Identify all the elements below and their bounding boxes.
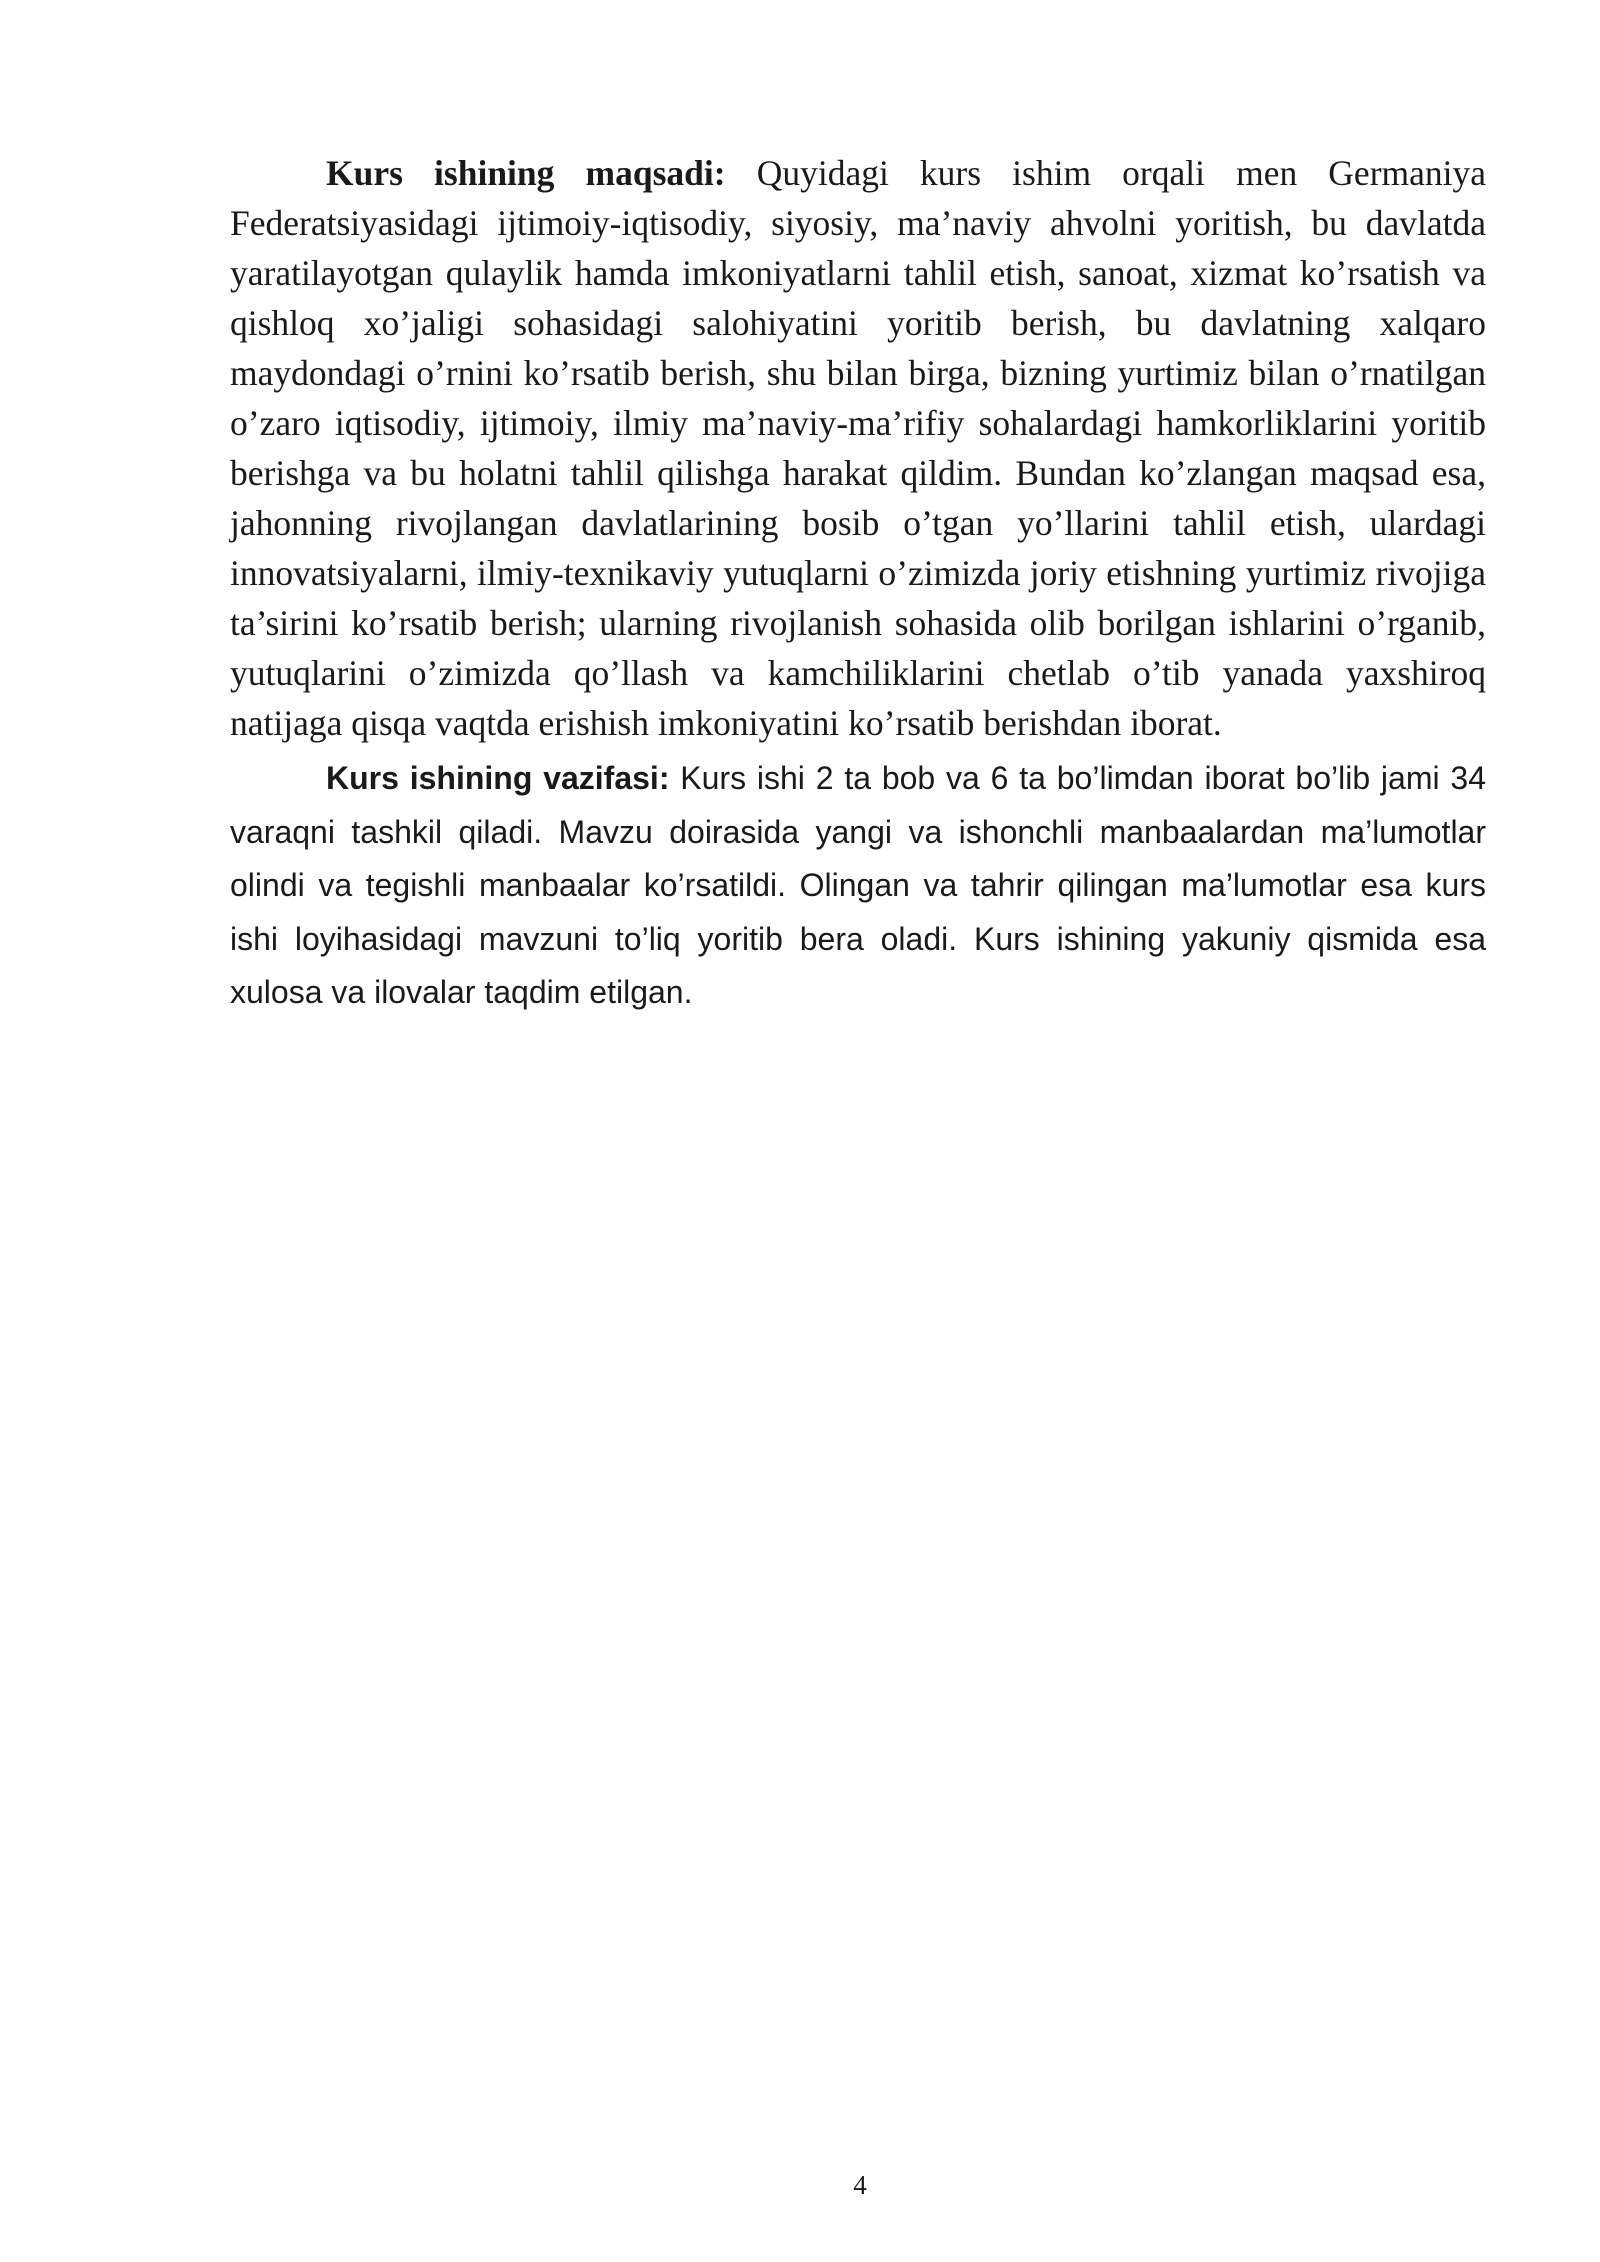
page-body [230, 148, 1486, 1020]
paragraph-lead-goal: Kurs ishining maqsadi: [326, 153, 726, 193]
paragraph-course-goal [230, 148, 1486, 748]
page-number: 4 [853, 2170, 867, 2200]
paragraph-course-task [230, 748, 1486, 1020]
paragraph-lead-task: Kurs ishining vazifasi: [326, 760, 670, 796]
paragraph-text-task: Kurs ishi 2 ta bob va 6 ta bo’limdan iborat bo’lib jami 34 varaqni tashkil qiladi. Mavzu doirasida yangi va ishonchli manbaalardan ma’lumotlar olindi va tegishli manbaalar ko’rsatildi. Olingan va tahrir qilingan ma’lumotlar esa kurs ishi loyihasidagi mavzuni to’liq yoritib bera oladi. Kurs ishining yakuniy qismida esa xulosa va ilovalar taqdim etilgan. [230, 760, 1486, 1010]
paragraph-text-goal: Quyidagi kurs ishim orqali men Germaniya Federatsiyasidagi ijtimoiy-iqtisodiy, siyosiy, ma’naviy ahvolni yoritish, bu davlatda yaratilayotgan qulaylik hamda imkoniyatlarni tahlil etish, sanoat, xizmat ko’rsatish va qishloq xo’jaligi sohasidagi salohiyatini yoritib berish, bu davlatning xalqaro maydondagi o’rnini ko’rsatib berish, shu bilan birga, bizning yurtimiz bilan o’rnatilgan o’zaro iqtisodiy, ijtimoiy, ilmiy ma’naviy-ma’rifiy sohalardagi hamkorliklarini yoritib berishga va bu holatni tahlil qilishga harakat qildim. Bundan ko’zlangan maqsad esa, jahonning rivojlangan davlatlarining bosib o’tgan yo’llarini tahlil etish, ulardagi innovatsiyalarni, ilmiy-texnikaviy yutuqlarni o’zimizda joriy etishning yurtimiz rivojiga ta’sirini ko’rsatib berish; ularning rivojlanish sohasida olib borilgan ishlarini o’rganib, yutuqlarini o’zimizda qo’llash va kamchiliklarini chetlab o’tib yanada yaxshiroq natijaga qisqa vaqtda erishish imkoniyatini ko’rsatib berishdan iborat. [230, 153, 1487, 743]
